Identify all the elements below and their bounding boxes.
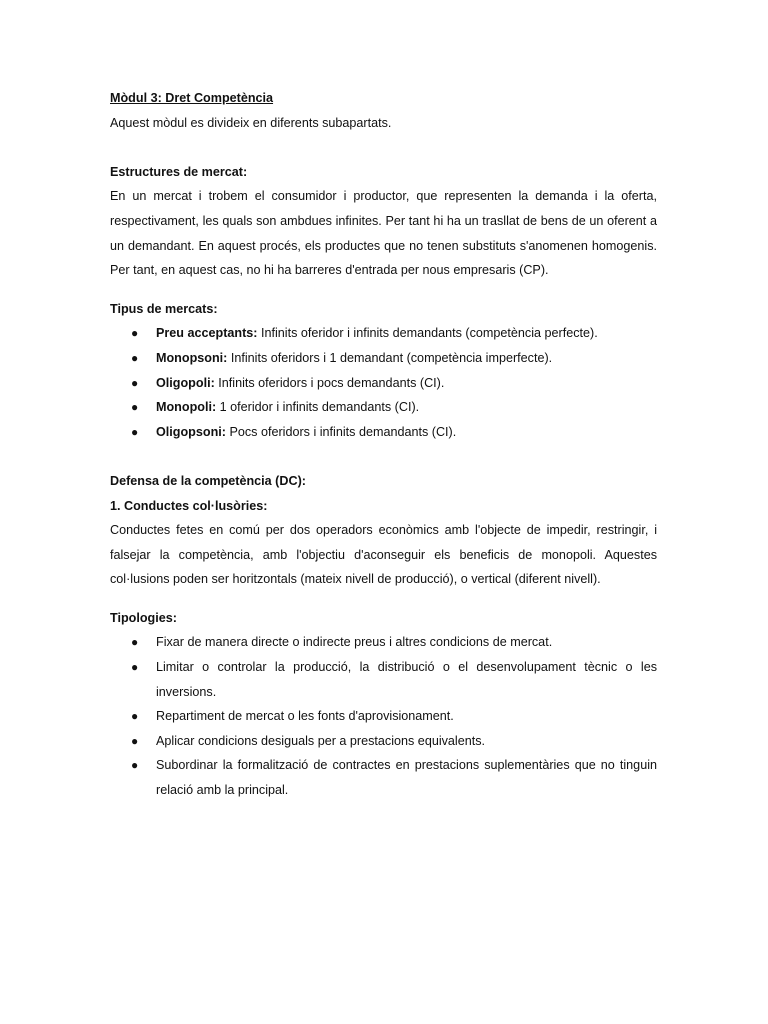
heading-estructures: Estructures de mercat: xyxy=(110,164,248,179)
list-item-text: Repartiment de mercat o les fonts d'aprovisionament. xyxy=(156,709,454,724)
term: Monopoli: xyxy=(156,400,217,415)
bullet-icon: ● xyxy=(131,660,139,675)
list-item xyxy=(110,346,657,371)
term: Preu acceptants: xyxy=(156,326,258,341)
list-item xyxy=(110,420,657,445)
spacer xyxy=(110,592,657,606)
heading-tipus: Tipus de mercats: xyxy=(110,301,218,316)
bullet-icon: ● xyxy=(131,400,139,415)
document-title: Mòdul 3: Dret Competència xyxy=(110,91,274,105)
list-item xyxy=(110,321,657,346)
heading-defensa: Defensa de la competència (DC): xyxy=(110,473,306,488)
document-page xyxy=(110,86,657,803)
bullet-icon: ● xyxy=(131,635,139,650)
bullet-icon: ● xyxy=(131,350,139,365)
list-item-text: Subordinar la formalització de contractes en prestacions suplementàries que no tinguin relació amb la principal. xyxy=(156,758,657,798)
spacer xyxy=(110,283,657,297)
bullet-icon: ● xyxy=(131,758,139,773)
bullet-icon: ● xyxy=(131,424,139,439)
list-item-text: Fixar de manera directe o indirecte preus i altres condicions de mercat. xyxy=(156,635,553,650)
intro-paragraph: Aquest mòdul es divideix en diferents subapartats. xyxy=(110,115,392,130)
term: Oligopsoni: xyxy=(156,424,226,439)
list-item-text: Limitar o controlar la producció, la distribució o el desenvolupament tècnic o les inversions. xyxy=(156,660,657,699)
list-item-text: Aplicar condicions desiguals per a prestacions equivalents. xyxy=(156,733,486,748)
list-item xyxy=(110,395,657,420)
list-tipologies xyxy=(110,630,657,802)
spacer xyxy=(110,135,657,160)
subheading-conductes: 1. Conductes col·lusòries: xyxy=(110,498,268,513)
bullet-icon: ● xyxy=(131,709,139,724)
description: Infinits oferidors i pocs demandants (CI). xyxy=(214,375,445,390)
description: Infinits oferidor i infinits demandants (competència perfecte). xyxy=(257,326,598,341)
heading-tipologies: Tipologies: xyxy=(110,610,177,625)
paragraph-conductes: Conductes fetes en comú per dos operadors econòmics amb l'objecte de impedir, restringir, i falsejar la competència, amb l'objectiu d'aconseguir els beneficis de monopoli. Aquestes col·lusions poden ser horitzontals (mateix nivell de producció), o vertical (diferent nivell). xyxy=(110,523,657,587)
description: Pocs oferidors i infinits demandants (CI). xyxy=(225,424,457,439)
bullet-icon: ● xyxy=(131,733,139,748)
bullet-icon: ● xyxy=(131,326,139,341)
list-item xyxy=(110,371,657,396)
bullet-icon: ● xyxy=(131,375,139,390)
term: Monopsoni: xyxy=(156,350,228,365)
description: Infinits oferidors i 1 demandant (competència imperfecte). xyxy=(227,350,553,365)
list-item xyxy=(110,630,657,655)
term: Oligopoli: xyxy=(156,375,215,390)
description: 1 oferidor i infinits demandants (CI). xyxy=(216,400,420,415)
list-item xyxy=(110,704,657,729)
list-tipus xyxy=(110,321,657,444)
list-item xyxy=(110,729,657,754)
paragraph-estructures: En un mercat i trobem el consumidor i productor, que representen la demanda i la oferta, respectivament, les quals son ambdues infinites. Per tant hi ha un trasllat de bens de un oferent a un demandant. En aquest procés, els productes que no tenen substituts s'anomenen homogenis. Per tant, en aquest cas, no hi ha barreres d'entrada per nous empresaris (CP). xyxy=(110,189,657,278)
spacer xyxy=(110,444,657,469)
list-item xyxy=(110,753,657,802)
list-item xyxy=(110,655,657,704)
